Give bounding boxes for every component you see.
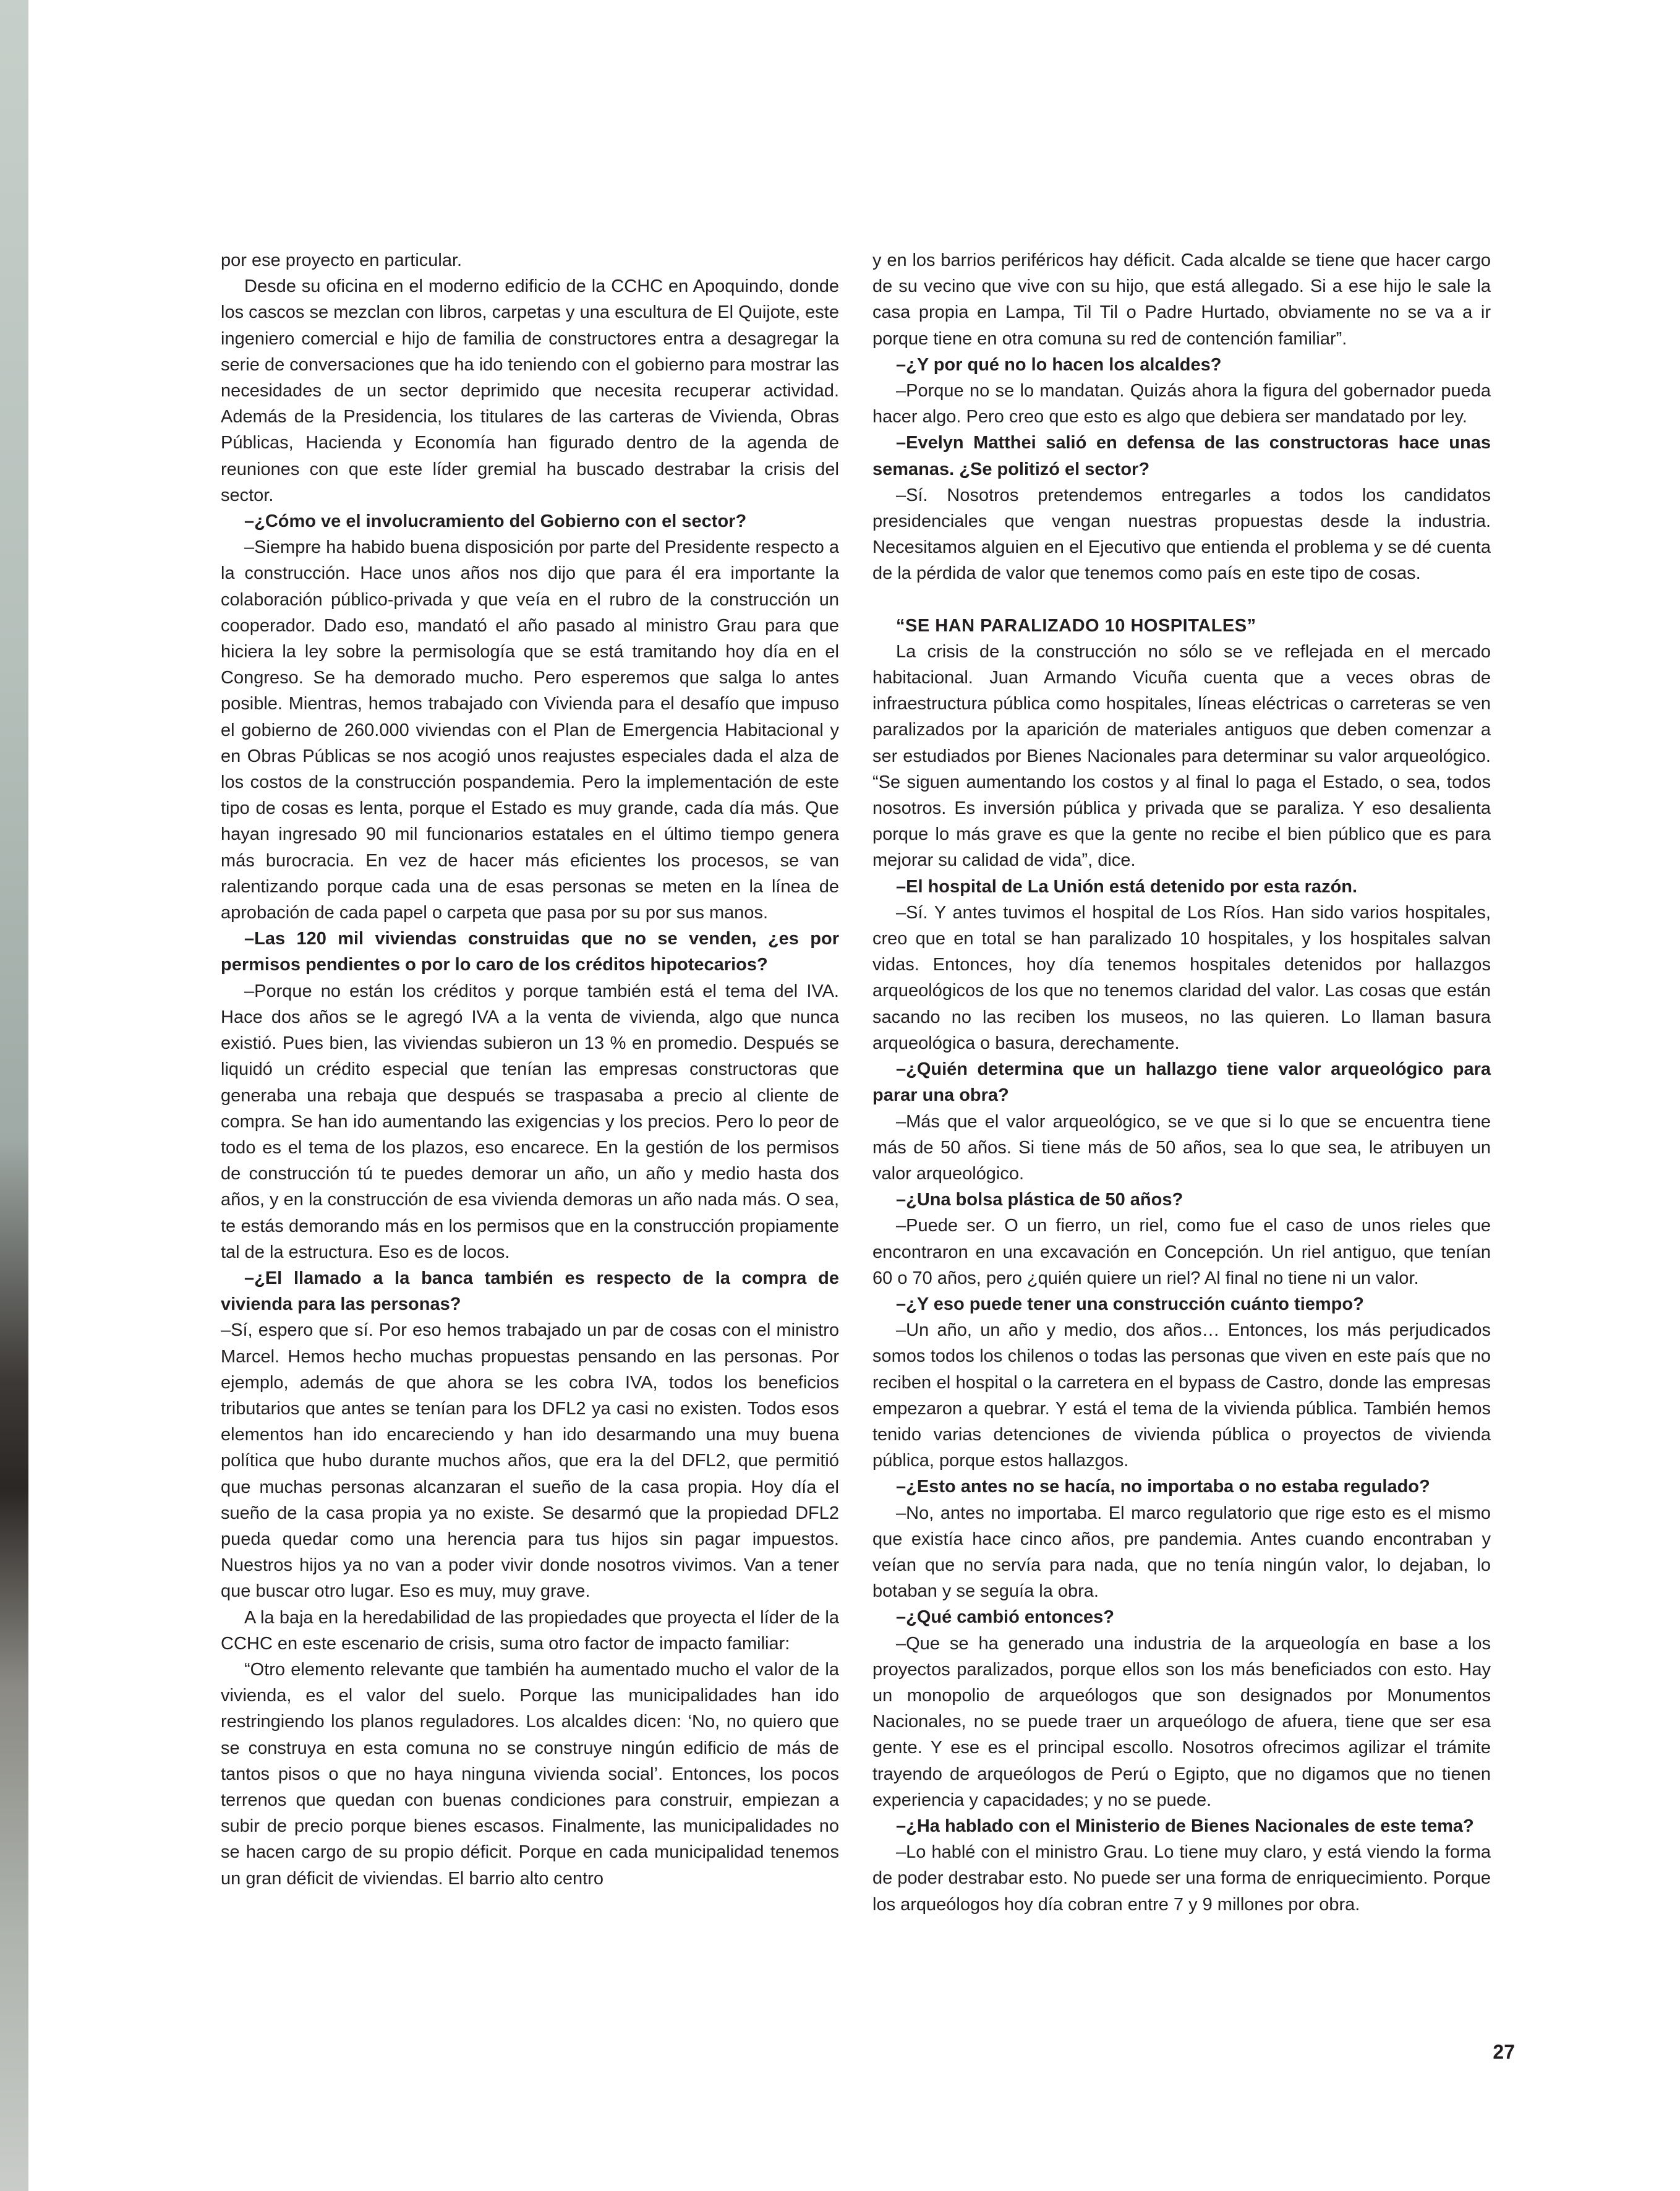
photo-edge-strip xyxy=(0,0,28,2191)
body-paragraph: –Siempre ha habido buena disposición por parte del Presidente respecto a la construcción. Hace unos años nos dijo que para él era importante la colaboración público-privada y que veía en el rubro de la construcción un cooperador. Dado eso, mandató el año pasado al ministro Grau para que hiciera la ley sobre la permisología que se está tramitando hoy día en el Congreso. Se ha demorado mucho. Pero esperemos que salga lo antes posible. Mientras, hemos trabajado con Vivienda para el desafío que impuso el gobierno de 260.000 viviendas con el Plan de Emergencia Habitacional y en Obras Públicas se nos acogió unos reajustes especiales dada el alza de los costos de la construcción pospandemia. Pero la implementación de este tipo de cosas es lenta, porque el Estado es muy grande, cada día más. Que hayan ingresado 90 mil funcionarios estatales en el último tiempo genera más burocracia. En vez de hacer más eficientes los procesos, se van ralentizando porque cada una de esas personas se meten en la línea de aprobación de cada papel o carpeta que pasa por su por sus manos. xyxy=(221,537,839,923)
interview-question: –¿Una bolsa plástica de 50 años? xyxy=(896,1190,1183,1210)
body-paragraph: A la baja en la heredabilidad de las propiedades que proyecta el líder de la CCHC en este escenario de crisis, suma otro factor de impacto familiar: xyxy=(221,1607,839,1654)
interview-question: –El hospital de La Unión está detenido por esta razón. xyxy=(896,876,1358,897)
interview-question: –¿Quién determina que un hallazgo tiene valor arqueológico para parar una obra? xyxy=(872,1059,1491,1106)
interview-question: –¿Cómo ve el involucramiento del Gobierno con el sector? xyxy=(244,511,747,532)
section-heading: “SE HAN PARALIZADO 10 HOSPITALES” xyxy=(896,615,1256,636)
body-paragraph: –Puede ser. O un fierro, un riel, como fue el caso de unos rieles que encontraron en una excavación en Concepción. Un riel antiguo, que tenían 60 o 70 años, pero ¿quién quiere un riel? Al final no tiene ni un valor. xyxy=(872,1216,1491,1288)
body-paragraph: –Sí. Nosotros pretendemos entregarles a todos los candidatos presidenciales que vengan nuestras propuestas desde la industria. Necesitamos alguien en el Ejecutivo que entienda el problema y se dé cuenta de la pérdida de valor que tenemos como país en este tipo de cosas. xyxy=(872,485,1491,584)
interview-question: –¿Qué cambió entonces? xyxy=(896,1607,1114,1628)
interview-question: –¿Ha hablado con el Ministerio de Bienes Nacionales de este tema? xyxy=(896,1816,1474,1836)
page-number: 27 xyxy=(1493,2041,1515,2063)
body-paragraph: Desde su oficina en el moderno edificio de la CCHC en Apoquindo, donde los cascos se mezclan con libros, carpetas y una escultura de El Quijote, este ingeniero comercial e hijo de familia de constructores entra a desagregar la serie de conversaciones que ha ido teniendo con el gobierno para mostrar las necesidades de un sector deprimido que necesita recuperar actividad. Además de la Presidencia, los titulares de las carteras de Vivienda, Obras Públicas, Hacienda y Economía han figurado dentro de la agenda de reuniones con que este líder gremial ha buscado destrabar la crisis del sector. xyxy=(221,276,839,505)
body-paragraph: por ese proyecto en particular. xyxy=(221,250,463,270)
body-paragraph: –Porque no se lo mandatan. Quizás ahora la figura del gobernador pueda hacer algo. Pero creo que esto es algo que debiera ser mandatado por ley. xyxy=(872,381,1491,427)
body-paragraph: “Otro elemento relevante que también ha aumentado mucho el valor de la vivienda, es el valor del suelo. Porque las municipalidades han ido restringiendo los planos reguladores. Los alcaldes dicen: ‘No, no quiero que se construya en esta comuna no se construye ningún edificio de más de tantos pisos o que no haya ninguna vivienda social’. Entonces, los pocos terrenos que quedan con buenas condiciones para construir, empiezan a subir de precio porque bienes escasos. Finalmente, las municipalidades no se hacen cargo de su propio déficit. Porque en cada municipalidad tenemos un gran déficit de viviendas. El barrio alto centro xyxy=(221,1659,839,1889)
body-paragraph: –Porque no están los créditos y porque también está el tema del IVA. Hace dos años se le agregó IVA a la venta de vivienda, algo que nunca existió. Pues bien, las viviendas subieron un 13 % en promedio. Después se liquidó un crédito especial que tenían las empresas constructoras que generaba una rebaja que después se traspasaba a precio al cliente de compra. Se han ido aumentando las exigencias y los precios. Pero lo peor de todo es el tema de los plazos, eso encarece. En la gestión de los permisos de construcción tú te puedes demorar un año, un año y medio hasta dos años, y en la construcción de esa vivienda demoras un año nada más. O sea, te estás demorando más en los permisos que en la construcción propiamente tal de la estructura. Eso es de locos. xyxy=(221,981,839,1262)
body-paragraph: y en los barrios periféricos hay déficit. Cada alcalde se tiene que hacer cargo de su vecino que vive con su hijo, que está allegado. Si a ese hijo le sale la casa propia en Lampa, Til Til o Padre Hurtado, obviamente no se va a ir porque tiene en otra comuna su red de contención familiar”. xyxy=(872,250,1491,349)
right-column xyxy=(872,247,1491,1918)
body-paragraph: –Lo hablé con el ministro Grau. Lo tiene muy claro, y está viendo la forma de poder destrabar esto. No puede ser una forma de enriquecimiento. Porque los arqueólogos hoy día cobran entre 7 y 9 millones por obra. xyxy=(872,1842,1491,1915)
interview-question: –¿Esto antes no se hacía, no importaba o no estaba regulado? xyxy=(896,1477,1430,1497)
body-paragraph: –No, antes no importaba. El marco regulatorio que rige esto es el mismo que existía hace cinco años, pre pandemia. Antes cuando encontraban y veían que no servía para nada, que no tenía ningún valor, lo dejaban, lo botaban y se seguía la obra. xyxy=(872,1503,1491,1602)
body-paragraph: –Más que el valor arqueológico, se ve que si lo que se encuentra tiene más de 50 años. Si tiene más de 50 años, sea lo que sea, le atribuyen un valor arqueológico. xyxy=(872,1111,1491,1184)
interview-question: –Evelyn Matthei salió en defensa de las constructoras hace unas semanas. ¿Se politizó el sector? xyxy=(872,433,1491,479)
body-paragraph: –Sí, espero que sí. Por eso hemos trabajado un par de cosas con el ministro Marcel. Hemos hecho muchas propuestas pensando en las personas. Por ejemplo, además de que ahora se les cobra IVA, todos los beneficios tributarios que antes se tenían para los DFL2 ya casi no existen. Todos esos elementos han ido encareciendo y han ido desarmando una muy buena política que hubo durante muchos años, que era la del DFL2, que permitió que muchas personas alcanzaran el sueño de la casa propia. Hoy día el sueño de la casa propia ya no existe. Se desarmó que la propiedad DFL2 pueda quedar como una herencia para tus hijos sin pagar impuestos. Nuestros hijos ya no van a poder vivir donde nosotros vivimos. Van a tener que buscar otro lugar. Eso es muy, muy grave. xyxy=(221,1320,839,1602)
body-paragraph: –Sí. Y antes tuvimos el hospital de Los Ríos. Han sido varios hospitales, creo que en total se han paralizado 10 hospitales, y los hospitales salvan vidas. Entonces, hoy día tenemos hospitales detenidos por hallazgos arqueológicos de los que no tenemos claridad del valor. Las cosas que están sacando no las reciben los museos, no las quieren. Lo llaman basura arqueológica o basura, derechamente. xyxy=(872,902,1491,1053)
interview-question: –¿Y por qué no lo hacen los alcaldes? xyxy=(896,354,1222,375)
interview-question: –¿El llamado a la banca también es respecto de la compra de vivienda para las personas? xyxy=(221,1268,839,1315)
body-paragraph: La crisis de la construcción no sólo se ve reflejada en el mercado habitacional. Juan Armando Vicuña cuenta que a veces obras de infraestructura pública como hospitales, líneas eléctricas o carreteras se ven paralizados por la aparición de materiales antiguos que deben comenzar a ser estudiados por Bienes Nacionales para determinar su valor arqueológico. “Se siguen aumentando los costos y al final lo paga el Estado, o sea, todos nosotros. Es inversión pública y privada que se paraliza. Y eso desalienta porque lo más grave es que la gente no recibe el bien público que es para mejorar su calidad de vida”, dice. xyxy=(872,641,1491,871)
interview-question: –Las 120 mil viviendas construidas que no se venden, ¿es por permisos pendientes o por lo caro de los créditos hipotecarios? xyxy=(221,929,839,975)
body-paragraph: –Que se ha generado una industria de la arqueología en base a los proyectos paralizados, porque ellos son los más beneficiados con esto. Hay un monopolio de arqueólogos que son designados por Monumentos Nacionales, no se puede traer un arqueólogo de afuera, tiene que ser esa gente. Y ese es el principal escollo. Nosotros ofrecimos agilizar el trámite trayendo de arqueólogos de Perú o Egipto, que no digamos que no tienen experiencia y capacidades; y no se puede. xyxy=(872,1633,1491,1810)
interview-question: –¿Y eso puede tener una construcción cuánto tiempo? xyxy=(896,1294,1364,1314)
body-paragraph: –Un año, un año y medio, dos años… Entonces, los más perjudicados somos todos los chilenos o todas las personas que viven en este país que no reciben el hospital o la carretera en el bypass de Castro, donde las empresas empezaron a quebrar. Y está el tema de la vivienda pública. También hemos tenido varias detenciones de vivienda pública o proyectos de vivienda pública, porque estos hallazgos. xyxy=(872,1320,1491,1471)
left-column xyxy=(221,247,839,1892)
